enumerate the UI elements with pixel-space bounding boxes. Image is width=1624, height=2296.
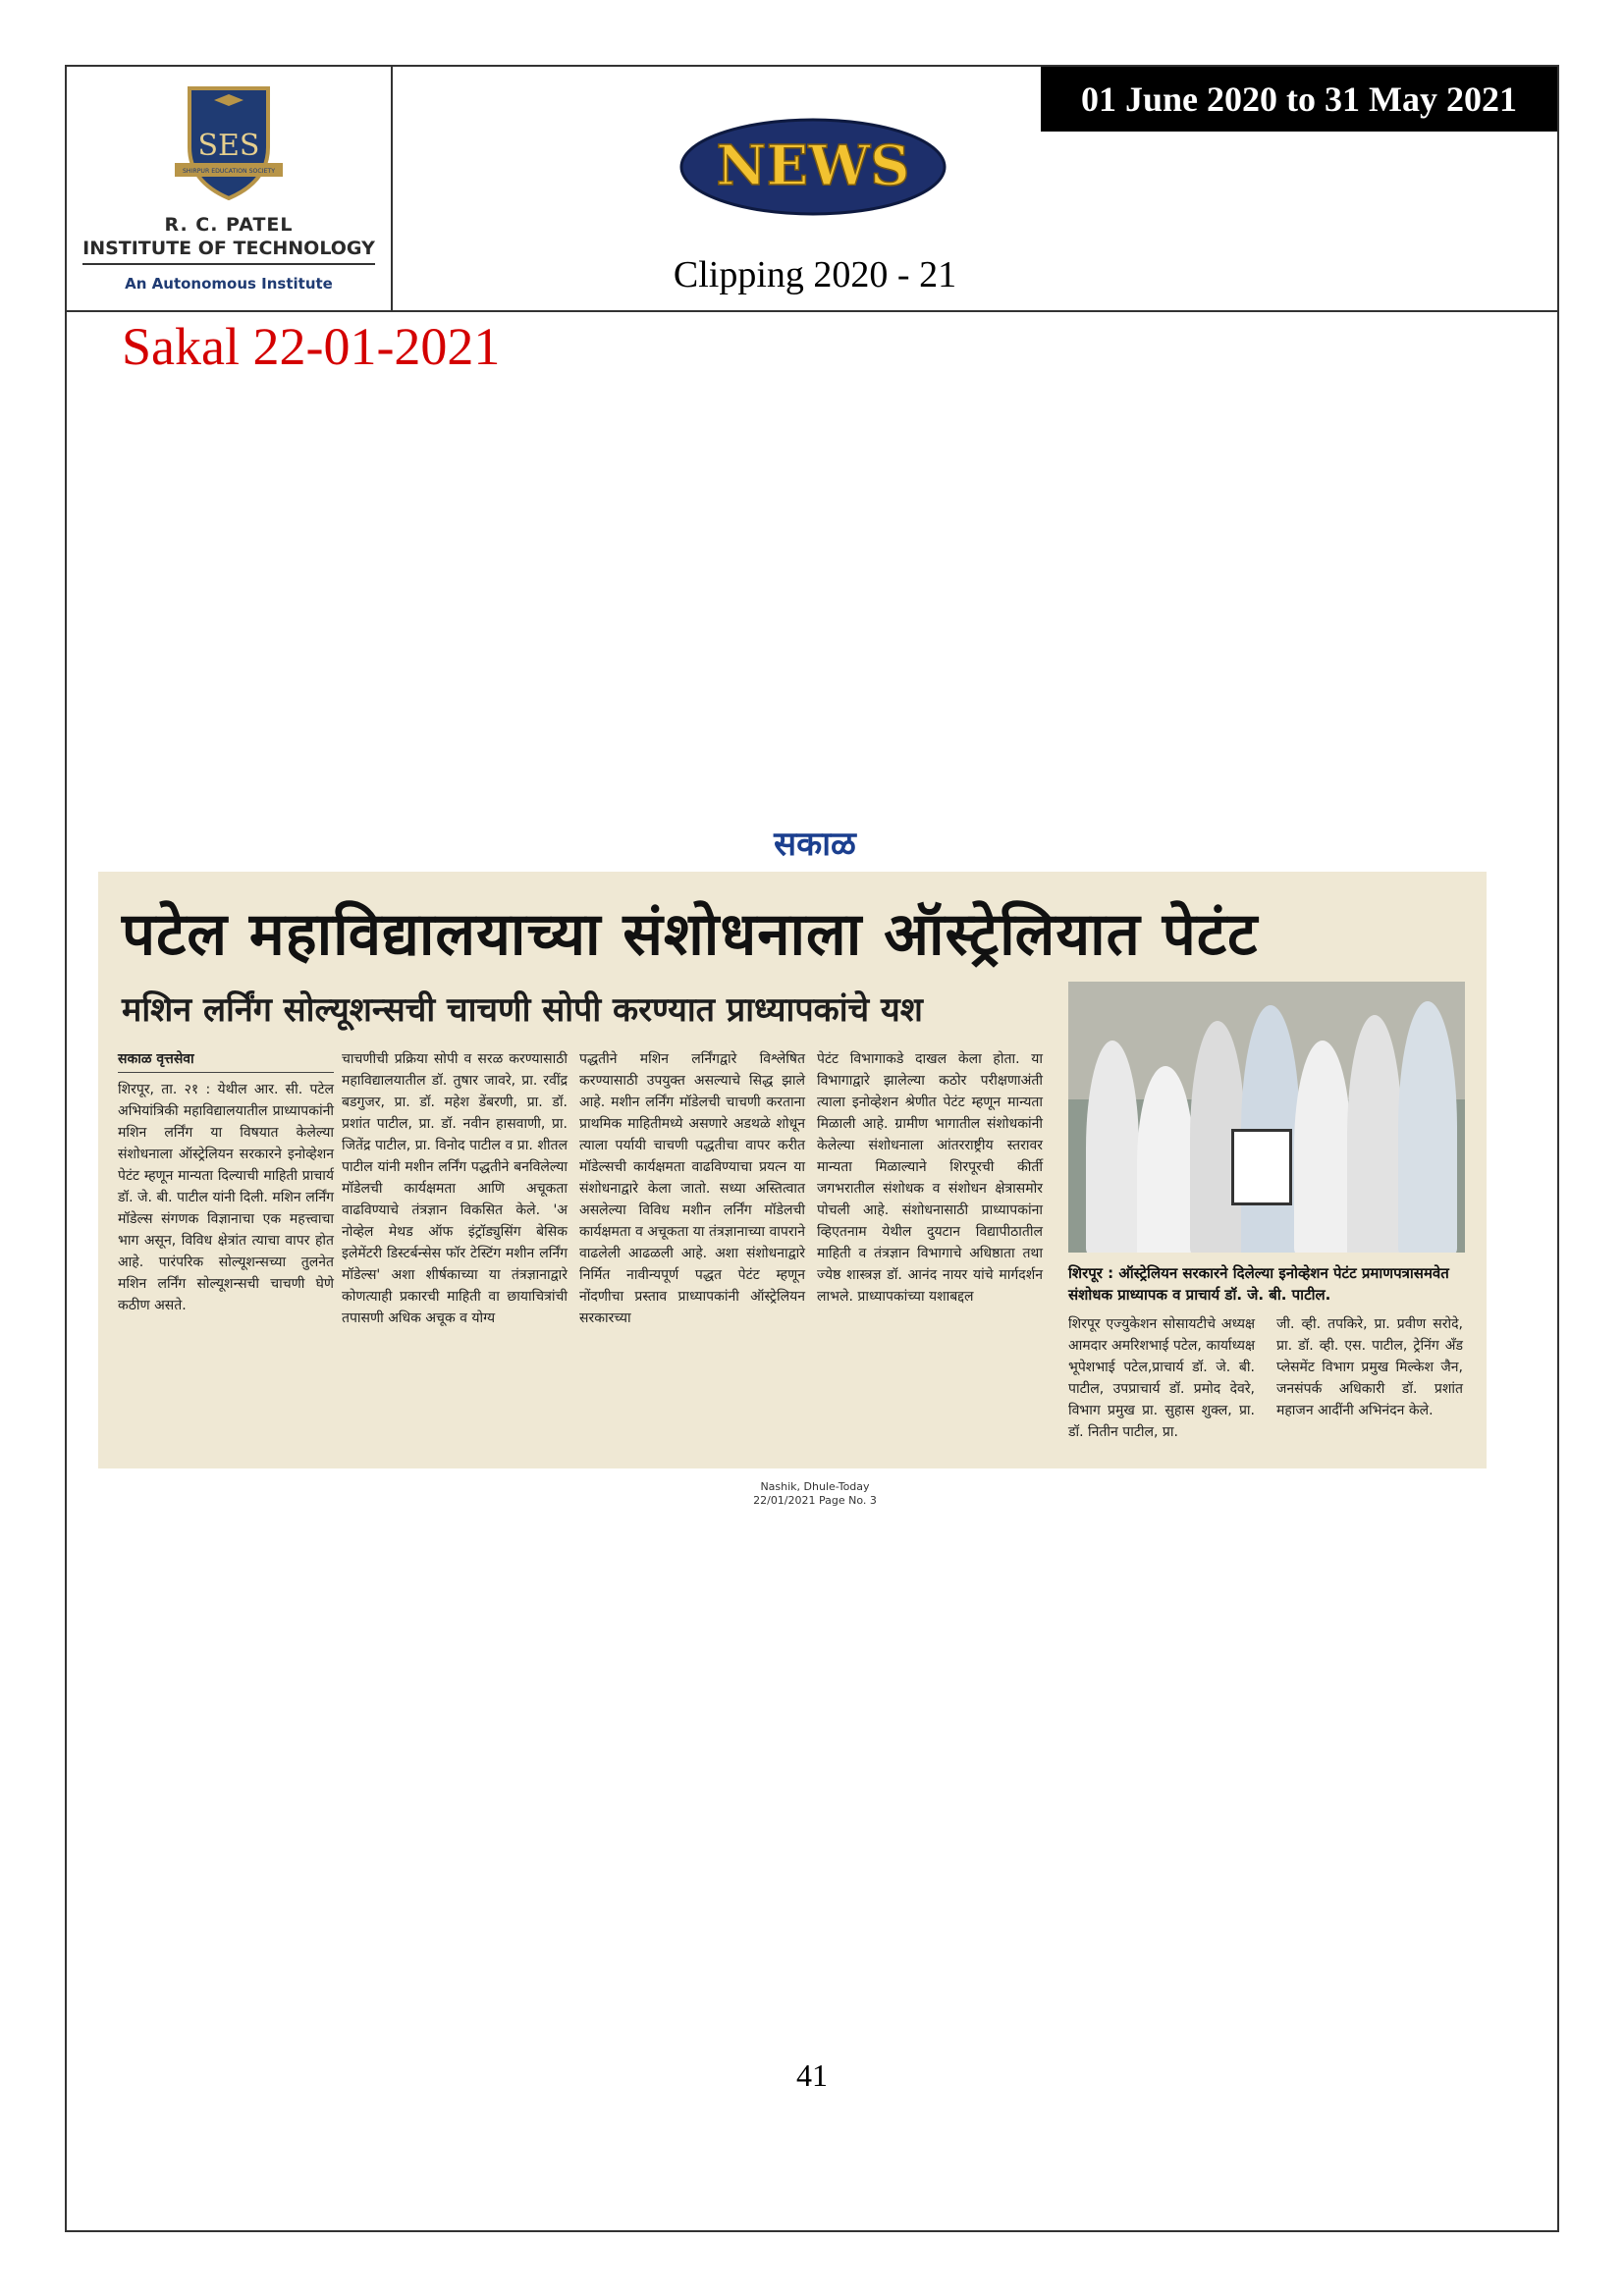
clip-source-title: Sakal 22-01-2021 <box>122 317 501 376</box>
date-range-banner: 01 June 2020 to 31 May 2021 <box>1041 67 1557 132</box>
news-badge-text: NEWS <box>716 133 910 198</box>
article-headline: पटेल महाविद्यालयाच्या संशोधनाला ऑस्ट्रेलियात पेटंट <box>122 900 1259 969</box>
newspaper-masthead: सकाळ <box>774 825 856 864</box>
article-column-6: जी. व्ही. तपकिरे, प्रा. प्रवीण सरोदे, प्रा. डॉ. व्ही. एस. पाटील, ट्रेनिंग अँड प्लेसमेंट विभाग प्रमुख मिल्केश जैन, जनसंपर्क अधिकारी डॉ. प्रशांत महाजन आदींनी अभिनंदन केले. <box>1276 1316 1463 1418</box>
edition-date-page: 22/01/2021 Page No. 3 <box>753 1494 877 1507</box>
newspaper-clipping <box>98 872 1487 1468</box>
news-badge <box>679 118 947 216</box>
institute-divider <box>82 263 375 265</box>
certificate-frame <box>1231 1129 1292 1205</box>
article-subheadline: मशिन लर्निंग सोल्यूशन्सची चाचणी सोपी करण्यात प्राध्यापकांचे यश <box>122 990 923 1030</box>
article-column-5: शिरपूर एज्युकेशन सोसायटीचे अध्यक्ष आमदार अमरिशभाई पटेल, कार्याध्यक्ष भूपेशभाई पटेल,प्राचार्य डॉ. जे. बी. पाटील, उपप्राचार्य डॉ. प्रमोद देवरे, विभाग प्रमुख प्रा. सुहास शुक्ल, प्रा. डॉ. नितीन पाटील, प्रा. <box>1068 1316 1255 1440</box>
article-column-1-text: शिरपूर, ता. २१ : येथील आर. सी. पटेल अभियांत्रिकी महाविद्यालयातील प्राध्यापकांनी मशिन लर्निंग या विषयात केलेल्या संशोधनाला ऑस्ट्रेलियन सरकारने इनोव्हेशन पेटंट म्हणून मान्यता दिल्याची माहिती प्राचार्य डॉ. जे. बी. पाटील यांनी दिली. मशिन लर्निंग मॉडेल्स संगणक विज्ञानाचा एक महत्त्वाचा भाग असून, विविध क्षेत्रांत त्याचा वापर होत आहे. पारंपरिक सोल्यूशन्सच्या तुलनेत मशिन लर्निंग सोल्यूशन्सची चाचणी घेणे कठीण असते. <box>118 1082 334 1313</box>
edition-info <box>687 1480 943 1508</box>
photo-caption: शिरपूर : ऑस्ट्रेलियन सरकारने दिलेल्या इनोव्हेशन पेटंट प्रमाणपत्रासमवेत संशोधक प्राध्यापक व प्राचार्य डॉ. जे. बी. पाटील. <box>1068 1264 1449 1304</box>
logo-ribbon: SHIRPUR EDUCATION SOCIETY <box>183 168 275 175</box>
article-column-2: चाचणीची प्रक्रिया सोपी व सरळ करण्यासाठी महाविद्यालयातील डॉ. तुषार जावरे, प्रा. रवींद्र बडगुजर, प्रा. डॉ. महेश डेंबरणी, प्रा. डॉ. प्रशांत पाटील, प्रा. डॉ. नवीन हासवाणी, प्रा. जितेंद्र पाटील, प्रा. विनोद पाटील व प्रा. शीतल पाटील यांनी मशीन लर्निंग पद्धतीने बनविलेल्या मॉडेलची कार्यक्षमता आणि अचूकता वाढविण्याचे तंत्रज्ञान विकसित केले. 'अ नोव्हेल मेथड ऑफ इंट्रॉड्युसिंग बेसिक इलेमेंटरी डिस्टर्बन्सेस फॉर टेस्टिंग मशीन लर्निंग मॉडेल्स' अशा शीर्षकाच्या या तंत्रज्ञानाद्वारे कोणत्याही प्रकारची माहिती वा छायाचित्रांची तपासणी अधिक अचूक व योग्य <box>342 1051 568 1326</box>
article-column-1 <box>118 1048 334 1316</box>
header-divider <box>65 310 1559 312</box>
logo-divider <box>391 65 393 312</box>
article-photo <box>1068 982 1465 1253</box>
institute-name-line1: R. C. PATEL <box>164 214 294 236</box>
edition-name: Nashik, Dhule-Today <box>760 1480 870 1493</box>
clipping-label: Clipping 2020 - 21 <box>673 254 957 295</box>
article-column-3: पद्धतीने मशिन लर्निंगद्वारे विश्लेषित करण्यासाठी उपयुक्त असल्याचे सिद्ध झाले आहे. मशीन लर्निंग मॉडेलची चाचणी करताना प्राथमिक माहितीमध्ये असणारे अडथळे शोधून त्याला पर्यायी चाचणी पद्धतीचा वापर करीत मॉडेल्सची कार्यक्षमता वाढविण्याचा प्रयत्न या संशोधनाद्वारे केला जातो. सध्या अस्तित्वात असलेल्या विविध मशीन लर्निंग मॉडेलची कार्यक्षमता व अचूकता या तंत्रज्ञानाच्या वापराने वाढलेली आढळली आहे. अशा संशोधनाद्वारे निर्मित नावीन्यपूर्ण पद्धत पेटंट म्हणून नोंदणीचा प्रस्ताव प्राध्यापकांनी ऑस्ट्रेलियन सरकारच्या <box>579 1051 805 1326</box>
institute-logo-block <box>69 69 389 308</box>
article-byline: सकाळ वृत्तसेवा <box>118 1048 334 1073</box>
institute-name-line2: INSTITUTE OF TECHNOLOGY <box>82 238 375 259</box>
page-number: 41 <box>796 2057 828 2093</box>
institute-subtitle: An Autonomous Institute <box>125 275 333 293</box>
logo-text: SES <box>197 129 260 163</box>
ses-shield-icon <box>175 79 283 206</box>
article-column-4: पेटंट विभागाकडे दाखल केला होता. या विभागाद्वारे झालेल्या कठोर परीक्षणाअंती त्याला इनोव्हेशन श्रेणीत पेटंट म्हणून मान्यता मिळाली आहे. ग्रामीण भागातील संशोधकांनी केलेल्या संशोधनाला आंतरराष्ट्रीय स्तरावर मान्यता मिळाल्याने शिरपूरची कीर्ती जगभरातील संशोधक व संशोधन क्षेत्रासमोर पोचली आहे. संशोधनासाठी प्राध्यापकांना व्हिएतनाम येथील दुयटान विद्यापीठातील माहिती व तंत्रज्ञान विभागाचे अधिष्ठाता तथा ज्येष्ठ शास्त्रज्ञ डॉ. आनंद नायर यांचे मार्गदर्शन लाभले. प्राध्यापकांच्या यशाबद्दल <box>817 1051 1043 1305</box>
